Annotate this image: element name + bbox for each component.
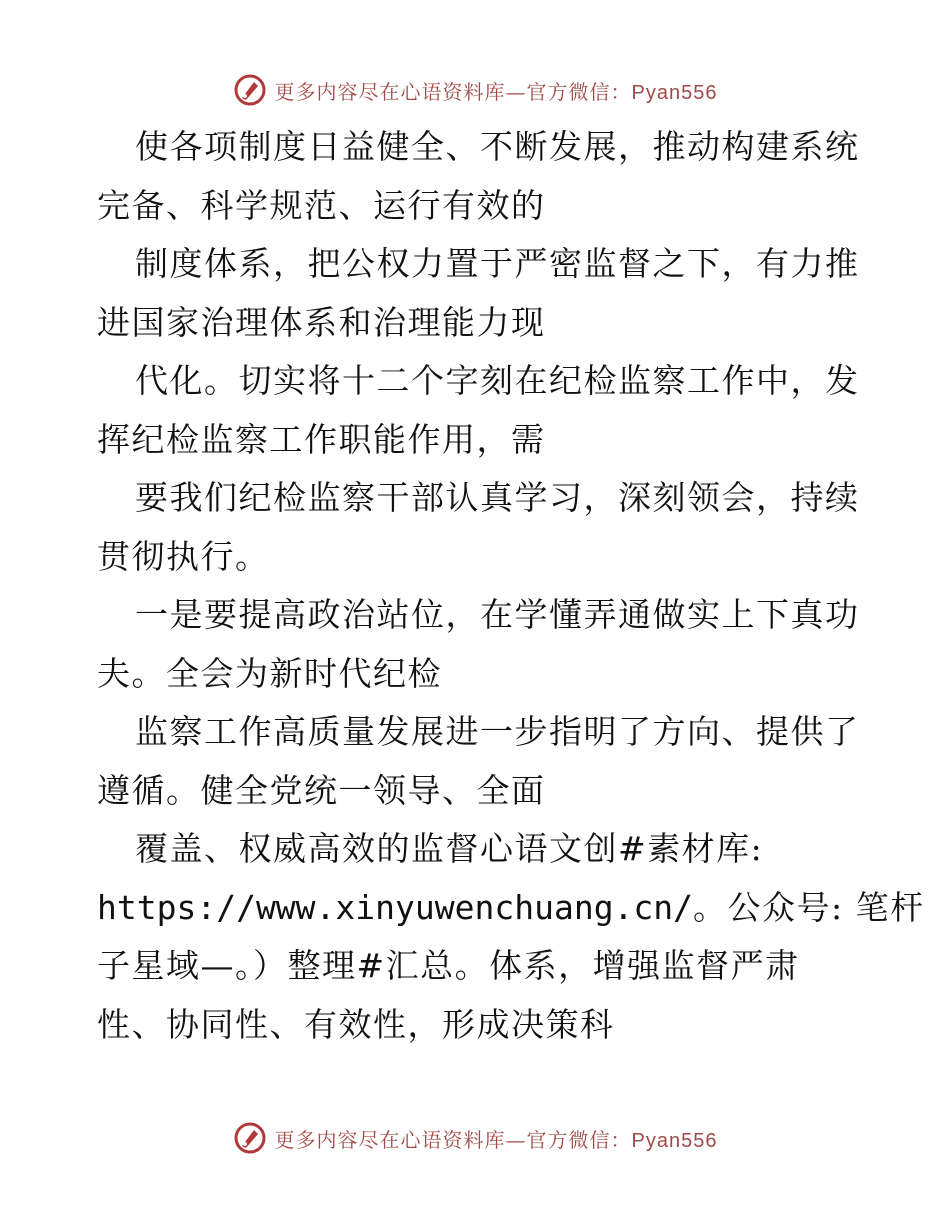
text-line: 覆盖、权威高效的监督心语文创#素材库: bbox=[135, 829, 764, 868]
text-line: 子星域—。）整理#汇总。体系，增强监督严肃 bbox=[97, 946, 800, 985]
footer-banner bbox=[0, 1118, 950, 1158]
text-line: 代化。切实将十二个字刻在纪检监察工作中，发 bbox=[135, 361, 860, 400]
text-line: 要我们纪检监察干部认真学习，深刻领会，持续 bbox=[135, 478, 860, 517]
text-line: 监察工作高质量发展进一步指明了方向、提供了 bbox=[135, 712, 860, 751]
text-line: 使各项制度日益健全、不断发展，推动构建系统 bbox=[135, 127, 860, 166]
pen-nib-logo-icon bbox=[233, 1121, 267, 1155]
text-line: 遵循。健全党统一领导、全面 bbox=[97, 770, 546, 810]
wechat-id: Pyan556 bbox=[631, 1129, 718, 1152]
text-line: 性、协同性、有效性，形成决策科 bbox=[97, 1004, 615, 1044]
footer-banner-text: 更多内容尽在心语资料库—官方微信：Pyan556 bbox=[274, 1127, 718, 1152]
pen-nib-logo-icon bbox=[233, 73, 267, 107]
header-banner-text: 更多内容尽在心语资料库—官方微信：Pyan556 bbox=[274, 79, 718, 104]
text-line: 完备、科学规范、运行有效的 bbox=[97, 185, 546, 225]
text-line: 制度体系，把公权力置于严密监督之下，有力推 bbox=[135, 244, 860, 283]
text-line: 夫。全会为新时代纪检 bbox=[97, 653, 442, 693]
text-line: 进国家治理体系和治理能力现 bbox=[97, 302, 546, 342]
text-line-url bbox=[97, 879, 925, 938]
wechat-id: Pyan556 bbox=[631, 81, 718, 104]
text-line: 挥纪检监察工作职能作用，需 bbox=[97, 419, 546, 459]
document-body bbox=[97, 118, 925, 1054]
url-text: https://www.xinyuwenchuang.cn/ bbox=[97, 887, 694, 927]
text-line: 一是要提高政治站位，在学懂弄通做实上下真功 bbox=[135, 595, 860, 634]
text-line: 贯彻执行。 bbox=[97, 536, 270, 576]
header-banner bbox=[0, 70, 950, 110]
url-suffix-text: 。公众号: 笔杆 bbox=[693, 887, 925, 927]
